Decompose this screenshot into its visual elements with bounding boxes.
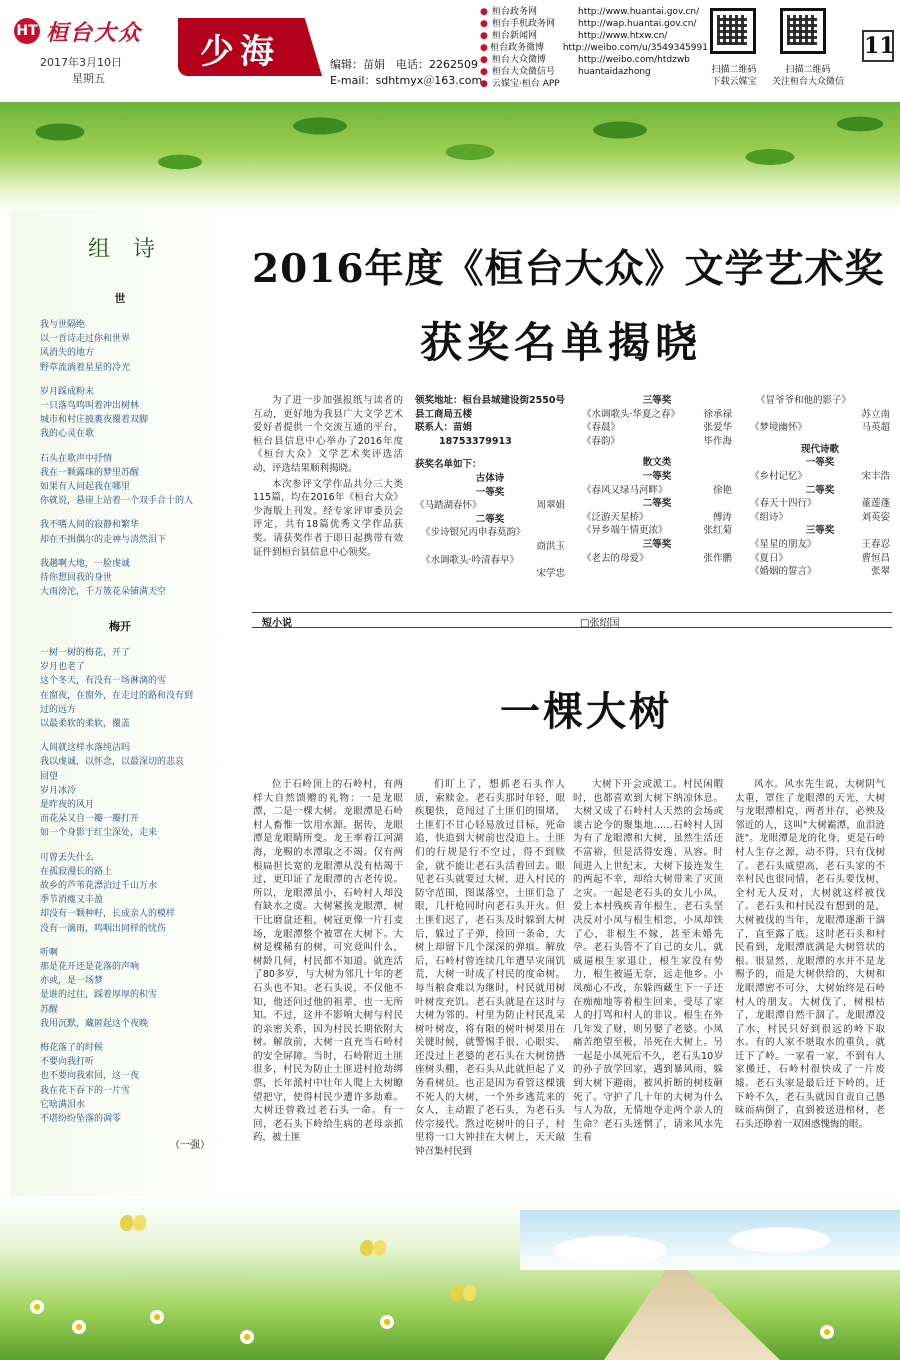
work-title: 《马踏湖春怀》 (415, 500, 482, 512)
link-name: 桓台手机政务网 (492, 19, 556, 29)
poem-line: 待你想回我的身世 (40, 573, 113, 584)
work-author: 张红菊 (703, 525, 732, 537)
poem-line: 在孤寂漫长的路上 (40, 866, 113, 877)
poem-line: 我趟啊大地，一脸虔诚 (40, 558, 131, 569)
award-entry (415, 499, 565, 513)
poem-line: 在窗夜，在窗外，在走过的路和没有到 (40, 690, 194, 701)
bullet-icon: ● (480, 67, 488, 77)
poem-line: 我用沉默，藏匿起这个夜晚 (40, 1018, 149, 1029)
story-title: 一棵大树 (500, 688, 672, 735)
qr-caption: 扫描二维码 (785, 65, 831, 75)
stanza-gap (40, 841, 220, 851)
work-title: 《梦境幽怀》 (750, 422, 808, 434)
award-phone: 18753379913 (439, 435, 512, 447)
poem-line: 我在一颗露珠的梦里苏醒 (40, 467, 140, 478)
story-author: □张绍国 (580, 618, 620, 629)
poem-line: 岁月冰冷 (40, 785, 77, 796)
qr-code-icon[interactable] (780, 8, 826, 54)
story-category: 短小说 (262, 618, 292, 629)
work-author: 周翠娟 (536, 500, 565, 512)
stanza-gap (40, 731, 220, 741)
poem-line: 这个冬天，有没有一场淋漓的雪 (40, 676, 167, 687)
prize-level: 三等奖 (805, 525, 835, 537)
poem-line: 却在不揖偶尔的走神与清然泪下 (40, 534, 167, 545)
poem-line: 我与世隔绝 (40, 320, 86, 330)
poem-line: 过的远方 (40, 704, 77, 715)
masthead (0, 0, 900, 100)
award-prose-column (582, 394, 732, 565)
poem-line: 季节消瘦又丰盈 (40, 895, 104, 906)
category-heading: 现代诗歌 (800, 443, 839, 455)
prize-level: 一等奖 (642, 470, 672, 482)
bullet-icon: ● (480, 19, 488, 29)
poem-line: 风消失的地方 (40, 348, 95, 359)
poem-line: 以最柔软的柔软，覆盖 (40, 719, 131, 730)
story-divider (252, 612, 892, 628)
poem-line: 我不嗜人间的寂静和繁华 (40, 520, 140, 531)
category-heading: 古体诗 (475, 472, 505, 484)
bullet-icon: ● (480, 7, 488, 17)
work-author: 商洪玉 (536, 540, 565, 552)
sub-headline: 获奖名单揭晓 (420, 318, 703, 367)
poem-line: 苏醒 (40, 1004, 59, 1015)
work-title: 《春晨》 (582, 422, 621, 434)
award-entry (582, 524, 732, 538)
poem-line: 如一个身影于红尘深处，走来 (40, 828, 158, 839)
award-entry (582, 408, 732, 422)
stanza-gap (40, 547, 220, 557)
work-author: 张翠 (870, 566, 890, 578)
bullet-icon: ● (480, 31, 488, 41)
poem-line: 故乡的芦苇花漂泊过千山万水 (40, 881, 158, 892)
poem-line: 大雨滂沱，千万簇花朵铺满天空 (40, 587, 167, 598)
poem-line: 梅花落了的时候 (40, 1043, 104, 1054)
work-title: 《乡村记忆》 (750, 470, 808, 482)
work-author: 张作鹏 (703, 552, 732, 564)
bullet-icon: ● (480, 55, 488, 65)
poem-line: 以一首诗走过你和世界 (40, 334, 131, 345)
newspaper-logo (14, 14, 174, 48)
qr-caption: 扫描二维码 (711, 65, 757, 75)
work-title: 《婚姻的誓言》 (750, 566, 817, 578)
work-author: 刘英姿 (861, 511, 890, 523)
story-paragraph: 大树下开会或派工。村民闲暇时，也都喜欢到大树下纳凉休息。大树又成了石岭村人天然的会场或谈古论今的聚集地……石岭村人因为有了龙眼潭和大树，虽然生活还不富裕，但是活得安逸、从容。时间进入上世纪末，大树下接连发生的两起不幸，却给大树带来了灭顶之灾。一起是老石头的女儿小凤，爱上本村残疾青年根生，老石头坚决反对小凤与根生相恋，小凤却铁了心，非根生不嫁，甚至未婚先孕。老石头管不了自己的女儿，就威逼根生家退让，根生家没有势力，根生被逼无奈，远走他乡。小凤痴心不改，东躲西藏生下一子还在痴痴地等着根生回来，受尽了家人的打骂和村人的非议。根生在外几年发了财，则另娶了老婆。小凤痛苦绝望至极，吊死在大树上。另一起是小凤死后不久，老石头10岁的孙子放学回家，遇到暴风雨，躲到大树下避雨，被风折断的树枝砸死了。守护了几十年的大树为什么与人为敌，无情地夺走两个亲人的生命？老石头迷惘了，请来风水先生看 (573, 779, 723, 1144)
poem-line: 亦或，是一场梦 (40, 976, 104, 987)
poem-line: 城市和村庄披裹夜覆着双脚 (40, 415, 149, 426)
award-entry-author (415, 540, 565, 554)
poem-line: 我的心灵在歌 (40, 429, 95, 440)
award-entry (582, 552, 732, 566)
poem-line: 那是花开还是花落的声响 (40, 962, 140, 973)
award-entry (750, 565, 890, 579)
stanza-gap (40, 1031, 220, 1041)
poem-title: 世 (114, 292, 126, 305)
section-name: 少海 (200, 32, 280, 72)
poem-line: 一树一树的梅花，开了 (40, 648, 131, 658)
bullet-icon: ● (480, 79, 488, 89)
award-intro (253, 394, 403, 561)
leaf-decoration (0, 102, 900, 212)
poem-body (40, 646, 220, 1126)
prize-level: 一等奖 (805, 457, 835, 469)
story-paragraph: 风水。风水先生说，大树阴气太重，罩住了龙眼潭的天光，大树与龙眼潭相克，两者并存，必殃及邻近的人，这叫"大树霸潭，血泪涟涟"。龙眼潭是龙的化身，更是石岭村人生存之源，动不得，只有伐树了。老石头威望高，老石头家的不幸村民也很同情，老石头要伐树，全村无人反对，大树就这样被伐了。老石头和村民没有想到的是，大树被伐的当年，龙眼潭逐渐干涸了，直至露了底。这时老石头和村民看到，龙眼潭底满是大树管状的根。很显然，龙眼潭的水并不是龙赐予的，而是大树供给的，大树和龙眼潭密不可分，大树始终是石岭村人的朋友。大树伐了，树根枯了，龙眼潭自然干涸了。龙眼潭没了水，村民只好到很远的岭下取水。有的人家不堪取水的重负，就迁下了岭。一家看一家，不到有人家搬迁，石岭村很快成了一片废墟。老石头家是最后迁下岭的，迁下岭不久，老石头就因自责自己愚昧而病倒了，直到被送进棺材，老石头还睁着一双困惑愧悔的眼。 (735, 779, 885, 1130)
poem-author: （一强） (170, 1140, 210, 1151)
award-info-column (415, 394, 565, 581)
award-entry (750, 511, 890, 525)
poem-line: 却没有一颗种籽，长成亲人的模样 (40, 909, 176, 920)
award-entry (750, 538, 890, 552)
stanza-gap (40, 508, 220, 518)
prize-level: 二等奖 (475, 513, 505, 525)
poem-title: 梅开 (109, 620, 131, 633)
work-author: 王春忍 (861, 538, 890, 550)
flower-icon (380, 1315, 394, 1329)
link-item[interactable] (480, 42, 708, 54)
award-address: 领奖地址：桓台县城建设街2550号县工商局五楼 (415, 395, 565, 420)
qr-caption: 下载云媒宝 (711, 77, 757, 87)
work-title: 《春韵》 (582, 435, 621, 447)
publication-date: 2017年3月10日 (40, 56, 122, 69)
work-author: 徐承禄 (703, 408, 732, 420)
award-entry (582, 421, 732, 435)
poem-line: 是谁的过往，踩着厚厚的积雪 (40, 990, 158, 1001)
link-item[interactable] (480, 66, 708, 78)
story-column (253, 778, 403, 1198)
poem-line: 我以虔诚，以怀念，以最深切的悲哀 (40, 757, 185, 768)
stanza-gap (40, 375, 220, 385)
link-name: 桓台新闻网 (492, 31, 538, 41)
poem-line: 不堪纷纷坠落的凋零 (40, 1114, 122, 1125)
poem-line: 岁月也老了 (40, 662, 86, 673)
award-entry (582, 511, 732, 525)
flower-icon (820, 1325, 834, 1339)
award-list-heading: 获奖名单如下： (415, 459, 482, 471)
link-url: huantaidazhong (578, 67, 651, 77)
award-contact: 联系人：苗娟 (415, 422, 473, 434)
link-url[interactable]: http://www.htxw.cn/ (578, 31, 668, 41)
award-entry (415, 526, 565, 540)
work-title: 《老去的母爱》 (582, 552, 649, 564)
work-title: 《星星的朋友》 (750, 538, 817, 550)
link-item[interactable] (480, 18, 708, 30)
link-url (578, 78, 708, 90)
work-title: 《春天十四行》 (750, 498, 817, 510)
work-title: 《春风又绿马河畔》 (582, 484, 668, 496)
work-title: 《冒爷爷和他的影子》 (756, 395, 852, 406)
poem-line: 回望 (40, 771, 59, 782)
sky-illustration (520, 1210, 900, 1270)
prize-level: 二等奖 (642, 498, 672, 510)
link-name: 云媒宝·桓台 APP (492, 79, 560, 89)
poem-line: 你就说，悬崖上站着一个双手合十的人 (40, 496, 194, 507)
work-author: 宋丰浩 (861, 470, 890, 482)
link-url[interactable]: http://wap.huantai.gov.cn/ (578, 19, 697, 29)
award-entry (582, 484, 732, 498)
link-url[interactable]: http://weibo.com/u/3549345991 (562, 43, 708, 53)
qr-caption: 关注桓台大众微信 (771, 77, 844, 87)
work-title: 《夏日》 (750, 552, 789, 564)
prize-level: 一等奖 (475, 486, 505, 498)
work-author: 徐艳 (712, 484, 732, 496)
poem-line: 人间就这样水落纯洁吗 (40, 743, 131, 754)
award-modern-column (750, 394, 890, 579)
work-author: 苏立南 (861, 408, 890, 420)
poem-line: 岁月踩成粉末 (40, 386, 95, 397)
logo-mark-icon: HT (14, 18, 40, 44)
link-url[interactable]: http://weibo.com/htdzwb (578, 55, 690, 65)
poem-line: 石头在歌声中抒情 (40, 453, 113, 464)
work-author: 宋学忠 (536, 568, 565, 580)
link-item[interactable] (480, 78, 708, 90)
prize-level: 三等奖 (642, 538, 672, 550)
work-title: 《步诗银兄丙申春莫韵》 (421, 527, 526, 539)
logo-text: 桓台大众 (46, 19, 143, 46)
flower-icon (30, 1300, 44, 1314)
flower-icon (150, 1310, 164, 1324)
stanza-gap (40, 936, 220, 946)
poem-line: 野草流淌着星星的冷光 (40, 362, 131, 373)
work-title: 《水调歌头·吟清春早》 (421, 554, 520, 566)
link-list (480, 6, 708, 90)
work-author: 马英超 (861, 422, 890, 434)
story-column (735, 778, 885, 1198)
award-entry (415, 554, 565, 568)
flower-icon (240, 1330, 254, 1344)
award-entry (750, 552, 890, 566)
story-column (573, 778, 723, 1198)
poem-line: 可曾丢失什么 (40, 852, 95, 863)
work-title: 《异乡端午情更浓》 (582, 525, 668, 537)
flower-icon (72, 1320, 86, 1334)
link-name: 桓台大众微博 (492, 55, 547, 65)
poem-line: 它啥满泪水 (40, 1099, 86, 1110)
work-title: 《水调歌头·华夏之春》 (582, 408, 681, 420)
page-number: 11 (862, 30, 894, 62)
link-name: 桓台大众微信号 (492, 67, 556, 77)
story-paragraph: 位于石岭顶上的石岭村，有两样大自然馈赠的礼物：一是龙眼潭，二是一棵大树。龙眼潭是石岭村人畜惟一饮用水源。据传，龙眼潭是龙眼睛所变。龙王率着江河湖海，龙赐的水潭取之不竭。仅有两根扁担长宽的龙眼潭从没有枯竭干过，更印证了龙眼潭的古老传说。所以，龙眼潭虽小，石岭村人却没有缺水之虞。大树紧挨龙眼潭，树干比磨盘还粗，树冠更像一片打麦场，龙眼潭整个被罩在大树下。大树是棵稀有的树，可究竟叫什么，树龄几何，村民都不知道。就连活了80多岁，与大树为邻几十年的老石头也不知。老石头说，不仅他不知，他还问过他的祖辈，也一无所知。不过，这并不影响大树与村民的亲密关系，因为村民长期依附大树。解放前，大树一直充当石岭村的安全屏障。当时，石岭附近土匪很多，村民为防止土匪进村抢劫绑票，长年派村中壮年人爬上大树瞭望把守，使得村民少遭许多劫难。大树还曾救过老石头一命。有一回，老石头下岭给生病的老母亲抓药，被土匪 (253, 779, 403, 1144)
butterfly-icon (360, 1240, 386, 1258)
intro-paragraph: 本次参评文学作品共分三大类115篇，均在2016年《桓台大众》少海版上刊发。经专家评审委员会评定，共有18篇优秀文学作品获奖。请获奖作者于即日起携带有效证件到桓台县信息中心领奖。 (253, 478, 403, 558)
work-author: 毕作海 (703, 435, 732, 447)
work-author: 傅涛 (712, 511, 732, 523)
poem-line: 一只落鸟鸣叫着冲出树林 (40, 401, 140, 412)
poem-line: 不要向我打听 (40, 1057, 95, 1068)
main-headline: 2016年度《桓台大众》文学艺术奖 (252, 246, 885, 292)
work-title: 《泛游天星桥》 (582, 511, 649, 523)
prize-level: 三等奖 (642, 395, 672, 406)
poem-line: 我在花下吞下的一片雪 (40, 1085, 131, 1096)
award-entry (750, 394, 890, 408)
link-item[interactable] (480, 6, 708, 18)
intro-paragraph: 为了进一步加强报纸与读者的互动，更好地为我县广大文学艺术爱好者提供一个交流互通的平台，桓台县信息中心举办了2016年度《桓台大众》文学艺术奖评选活动，评选结果顺利揭晓。 (253, 395, 403, 474)
link-item[interactable] (480, 54, 708, 66)
work-author: 董莲蓬 (861, 498, 890, 510)
butterfly-icon (120, 1215, 146, 1233)
award-entry-author (750, 408, 890, 422)
bullet-icon: ● (480, 43, 488, 53)
link-url[interactable]: http://www.huantai.gov.cn/ (578, 7, 700, 17)
link-name: 桓台政务网 (492, 7, 538, 17)
poem-line: 是昨夜的风月 (40, 800, 95, 811)
link-name: 桓台政务微博 (490, 43, 545, 53)
poem-line: 如果有人问起我在哪里 (40, 482, 131, 493)
award-entry-author (415, 567, 565, 581)
poem-line: 而花朵又自一瓣一瓣打开 (40, 814, 140, 825)
work-title: 《组诗》 (750, 511, 789, 523)
poem-line: 也不要向我索回，这一夜 (40, 1071, 140, 1082)
work-author: 张爱华 (703, 422, 732, 434)
poem-body (40, 318, 220, 599)
poetry-column-title: 组 诗 (88, 237, 163, 262)
link-item[interactable] (480, 30, 708, 42)
work-author: 曹恒昌 (861, 552, 890, 564)
award-entry (582, 435, 732, 449)
award-entry (750, 470, 890, 484)
category-heading: 散文类 (642, 457, 672, 469)
story-paragraph: 们盯上了，想抓老石头作人质，索赎金。老石头那时年轻，眼疾腿快，竟闯过了土匪们的围堵，土匪们不甘心轻易放过目标，死命追，快追到大树前也没追上。土匪们的行规是行不空过，得不到赎金，就不能让老石头活着回去。眼见老石头就要过大树，进入村民的防守范围，图谋落空，土匪们急了眼，几杆枪同时向老石头开火。但土匪们迟了，老石头及时躲到大树后，躲过了子弹，捡回一条命，大树上却留下几个深深的弹痕。解放后，石岭村曾连续几年遭旱灾闹饥荒，大树一时成了村民的度命树。每当粮食难以为继时，村民就用树叶树皮充饥。老石头就是在这时与大树为邻的。村里为防止村民乱采树叶树皮，将有限的树叶树果用在关键时候，就警惕手很、心眼实、还没过上老婆的老石头在大树傍搭座树头棚，老石头从此就担起了义务看树员。也正是因为看管这棵饿不死人的大树，一个外乡逃荒来的女人，主动跟了老石头，为老石头传宗接代。熬过吃树叶的日子，村里将一口大钟挂在大树上，天天敲钟召集村民到 (415, 779, 565, 1158)
editor-line: 编辑：苗娟 电话：2262509 (330, 58, 478, 71)
poem-line: 没有一滴雨，鸣咽出同样的忧伤 (40, 923, 167, 934)
award-entry (750, 497, 890, 511)
poem-line: 听啊 (40, 947, 59, 958)
award-entry (750, 421, 890, 435)
story-column (415, 778, 565, 1198)
prize-level: 二等奖 (805, 484, 835, 496)
butterfly-icon (450, 1285, 476, 1303)
qr-code-icon[interactable] (710, 8, 756, 54)
email-line: E-mail：sdhtmyx＠163.com (330, 74, 483, 87)
publication-weekday: 星期五 (72, 72, 105, 85)
stanza-gap (40, 442, 220, 452)
